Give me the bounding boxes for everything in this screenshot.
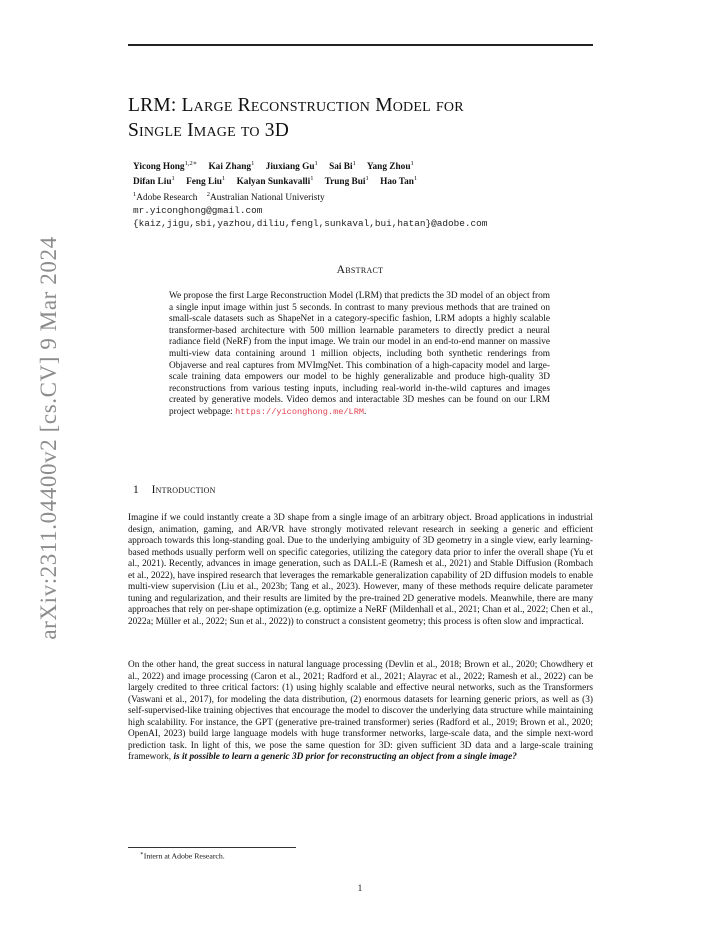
title-line-2: Single Image to 3D [128, 120, 290, 141]
author: Yang Zhou$^1$ [366, 160, 414, 173]
author: Trung Bui$^1$ [324, 175, 369, 188]
author: Kalyan Sunkavalli$^1$ [236, 175, 314, 188]
paragraph [128, 660, 593, 764]
section-number: 1 [133, 484, 139, 496]
paper-title [128, 93, 598, 143]
abstract-body: We propose the first Large Reconstruction Model (LRM) that predicts the 3D model of an object from a single input image within just 5 seconds. In contrast to many previous methods that are trained on small-scale datasets such as ShapeNet in a category-specific fashion, LRM adopts a highly scalable transformer-based architecture with 500 million learnable parameters to directly predict a neural radiance field (NeRF) from the input image. We train our model in an end-to-end manner on massive multi-view data containing around 1 million objects, including both synthetic renderings from Objaverse and real captures from MVImgNet. This combination of a high-capacity model and large-scale training data empowers our model to be highly generalizable and produce high-quality 3D reconstructions from various testing inputs, including real-world in-the-wild captures and images created by generative models. Video demos and interactable 3D meshes can be found on our LRM project webpage: https://yiconghong.me/LRM. [169, 291, 550, 417]
abstract-heading: Abstract [336, 264, 384, 276]
page-number: 1 [357, 884, 363, 894]
project-link[interactable]: https://yiconghong.me/LRM [235, 406, 365, 417]
emphasized-question: is it possible to learn a generic 3D prior for reconstructing an object from a single image? [173, 752, 517, 763]
author: Yicong Hong$^{1,2∗}$ [133, 160, 198, 173]
author: Jiuxiang Gu$^1$ [265, 160, 318, 173]
author: Sai Bi$^1$ [329, 160, 356, 173]
abstract-text: We propose the first Large Reconstruction Model (LRM) that predicts the 3D model of an object from a single input image within just 5 seconds. In contrast to many previous methods that are trained on small-scale datasets such as ShapeNet in a category-specific fashion, LRM adopts a highly scalable transformer-based architecture with 500 million learnable parameters to directly predict a neural radiance field (NeRF) from the input image. We train our model in an end-to-end manner on massive multi-view data containing around 1 million objects, including both synthetic renderings from Objaverse and real captures from MVImgNet. This combination of a high-capacity model and large-scale training data empowers our model to be highly generalizable and produce high-quality 3D reconstructions from various testing inputs, including real-world in-the-wild captures and images created by generative models. Video demos and interactable 3D meshes can be found on our LRM project webpage: [169, 291, 550, 417]
paragraph-text: On the other hand, the great success in natural language processing (Devlin et al., 2018; Brown et al., 2020; Chowdhery et al., 2022) and image processing (Caron et al., 2021; Radford et al., 2021; Alayrac et al., 2022; Ramesh et al., 2022) can be largely credited to three critical factors: (1) using highly scalable and effective neural networks, such as the Transformers (Vaswani et al., 2017), for modeling the data distribution, (2) enormous datasets for learning generic priors, as well as (3) self-supervised-like training objectives that encourage the model to discover the underlying data structure while maintaining high scalability. For instance, the GPT (generative pre-trained transformer) series (Radford et al., 2019; Brown et al., 2020; OpenAI, 2023) build large language models with huge transformer networks, large-scale data, and the simple next-word prediction task. In light of this, we pose the same question for 3D: given sufficient 3D data and a large-scale training framework, [128, 660, 593, 763]
contact-email-group: {kaiz,jigu,sbi,yazhou,diliu,fengl,sunkaval,bui,hatan}@adobe.com [133, 218, 488, 229]
author: Difan Liu$^1$ [133, 175, 175, 188]
arxiv-stamp-text: arXiv:2311.04400v2 [cs.CV] 9 Mar 2024 [36, 236, 61, 640]
title-line-1: LRM: Large Reconstruction Model for [128, 95, 464, 116]
contact-email: mr.yiconghong@gmail.com [133, 205, 263, 216]
author: Kai Zhang$^1$ [208, 160, 255, 173]
author: Feng Liu$^1$ [186, 175, 226, 188]
footnote [140, 851, 225, 861]
footnote-text: Intern at Adobe Research. [143, 851, 225, 861]
header-rule [128, 44, 593, 46]
author-list [133, 158, 603, 188]
author: Hao Tan$^1$ [380, 175, 418, 188]
footnote-rule [128, 847, 296, 848]
footnote-mark: ∗ [140, 851, 144, 857]
affiliations: $^1$Adobe Research $^2$Australian National Univeristy [133, 191, 325, 204]
section-heading [133, 484, 216, 496]
section-title: Introduction [151, 484, 216, 496]
affiliation: Adobe Research [136, 193, 198, 204]
paragraph: Imagine if we could instantly create a 3D shape from a single image of an arbitrary object. Broad applications in industrial design, animation, gaming, and AR/VR have strongly motivated relevant research in seeking a generic and efficient approach towards this long-standing goal. Due to the underlying ambiguity of 3D geometry in a single view, early learning-based methods usually perform well on specific categories, utilizing the category data prior to infer the overall shape (Yu et al., 2021). Recently, advances in image generation, such as DALL-E (Ramesh et al., 2021) and Stable Diffusion (Rombach et al., 2022), have inspired research that leverages the remarkable generalization capability of 2D diffusion models to enable multi-view supervision (Liu et al., 2023b; Tang et al., 2023). However, many of these methods require delicate parameter tuning and regularization, and their results are limited by the pre-trained 2D generative models. Meanwhile, there are many approaches that rely on per-shape optimization (e.g. optimize a NeRF (Mildenhall et al., 2021; Chan et al., 2022; Chen et al., 2022a; Müller et al., 2022; Sun et al., 2022)) to construct a consistent geometry; this process is often slow and impractical. [128, 513, 593, 627]
affiliation: Australian National Univeristy [209, 193, 325, 204]
